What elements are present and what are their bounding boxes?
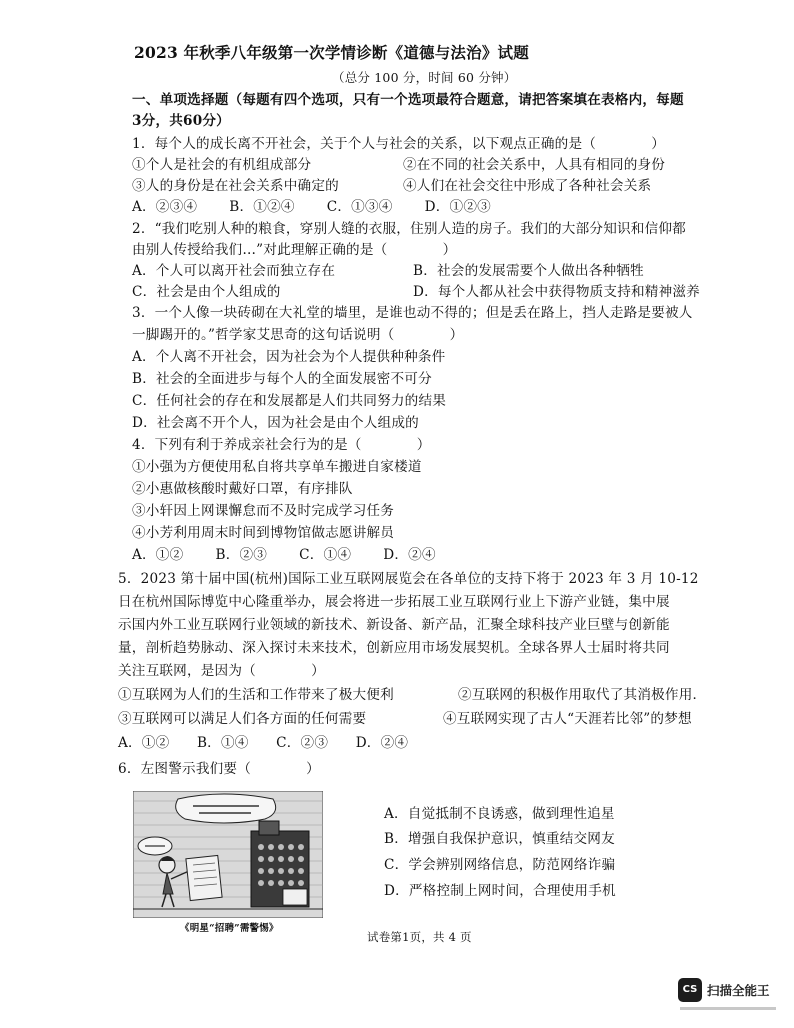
q1-options: A．②③④ B．①②④ C．①③④ D．①②③ <box>132 199 491 215</box>
q5-statement-1: ①互联网为人们的生活和工作带来了极大便利 <box>118 687 394 703</box>
q3-option-b: B．社会的全面进步与每个人的全面发展密不可分 <box>132 371 432 387</box>
scanner-app-name: 扫描全能王 <box>707 983 770 998</box>
q5-stem-cont-1: 日在杭州国际博览中心隆重举办，展会将进一步拓展工业互联网行业上下游产业链，集中展 <box>118 594 670 610</box>
q3-stem-cont: 一脚踢开的。”哲学家艾思奇的这句话说明（ ） <box>132 327 464 343</box>
q5-statement-3: ③互联网可以满足人们各方面的任何需要 <box>118 711 367 727</box>
page-footer: 试卷第1页，共 4 页 <box>367 930 472 944</box>
q3-option-c: C．任何社会的存在和发展都是人们共同努力的结果 <box>132 393 447 409</box>
q6-stem: 6．左图警示我们要（ ） <box>118 761 320 777</box>
section-heading: 一、单项选择题（每题有四个选项，只有一个选项最符合题意，请把答案填在表格内，每题 <box>132 92 684 108</box>
q4-statement-4: ④小芳利用周末时间到博物馆做志愿讲解员 <box>132 525 395 541</box>
q2-option-b: B．社会的发展需要个人做出各种牺牲 <box>413 263 644 279</box>
q5-options: A．①② B．①④ C．②③ D．②④ <box>118 735 409 751</box>
q1-statement-3: ③人的身份是在社会关系中确定的 <box>132 178 339 194</box>
q1-statement-1: ①个人是社会的有机组成部分 <box>132 157 312 173</box>
q5-stem-cont-4: 关注互联网，是因为（ ） <box>118 663 325 679</box>
q1-stem: 1．每个人的成长离不开社会，关于个人与社会的关系，以下观点正确的是（ ） <box>132 136 666 152</box>
q2-stem-cont: 由别人传授给我们…”对此理解正确的是（ ） <box>132 242 457 258</box>
watermark-tagline <box>680 1006 780 1012</box>
q5-stem-cont-2: 示国内外工业互联网行业领域的新技术、新设备、新产品，汇聚全球科技产业巨壁与创新能 <box>118 617 670 633</box>
q5-statement-4: ④互联网实现了古人“天涯若比邻”的梦想 <box>443 711 692 727</box>
cartoon-illustration <box>133 791 323 918</box>
section-heading-cont: 3分，共60分） <box>132 113 230 129</box>
q3-stem: 3．一个人像一块砖砌在大礼堂的墙里，是谁也动不得的；但是丢在路上，挡人走路是要被人 <box>132 305 693 321</box>
page-subtitle: （总分 100 分，时间 60 分钟） <box>332 70 517 85</box>
q4-statement-1: ①小强为方便使用私自将共享单车搬进自家楼道 <box>132 459 422 475</box>
q4-options: A．①② B．②③ C．①④ D．②④ <box>132 547 436 563</box>
q2-option-a: A．个人可以离开社会而独立存在 <box>132 263 336 279</box>
scanner-logo-icon: CS <box>678 978 702 1002</box>
q2-stem: 2．“我们吃别人种的粮食，穿别人缝的衣服，住别人造的房子。我们的大部分知识和信仰都 <box>132 221 686 237</box>
q4-stem: 4．下列有利于养成亲社会行为的是（ ） <box>132 437 431 453</box>
q3-option-d: D．社会离不开个人，因为社会是由个人组成的 <box>132 415 419 431</box>
q2-option-c: C．社会是由个人组成的 <box>132 284 281 300</box>
scanner-watermark <box>678 978 788 1018</box>
q1-statement-2: ②在不同的社会关系中，人具有相同的身份 <box>403 157 666 173</box>
q4-statement-3: ③小轩因上网课懈怠而不及时完成学习任务 <box>132 503 395 519</box>
figure-caption: 《明星“招聘”需警惕》 <box>180 923 279 934</box>
q2-option-d: D．每个人都从社会中获得物质支持和精神滋养 <box>413 284 700 300</box>
q1-statement-4: ④人们在社会交往中形成了各种社会关系 <box>403 178 652 194</box>
q6-option-c: C．学会辨别网络信息，防范网络诈骗 <box>384 857 616 873</box>
page-title: 2023 年秋季八年级第一次学情诊断《道德与法治》试题 <box>134 43 529 62</box>
q5-stem: 5．2023 第十届中国(杭州)国际工业互联网展览会在各单位的支持下将于 2023 年 3 月 10-12 <box>118 571 699 587</box>
q3-option-a: A．个人离不开社会，因为社会为个人提供种种条件 <box>132 349 446 365</box>
q4-statement-2: ②小惠做核酸时戴好口罩，有序排队 <box>132 481 353 497</box>
q6-option-b: B．增强自我保护意识，慎重结交网友 <box>384 831 615 847</box>
q5-statement-2: ②互联网的积极作用取代了其消极作用． <box>458 687 707 703</box>
q6-option-d: D．严格控制上网时间，合理使用手机 <box>384 883 616 899</box>
q5-stem-cont-3: 量，剖析趋势脉动、深入探讨未来技术，创新应用市场发展契机。全球各界人士届时将共同 <box>118 640 670 656</box>
q6-option-a: A．自觉抵制不良诱惑，做到理性追星 <box>384 806 615 822</box>
